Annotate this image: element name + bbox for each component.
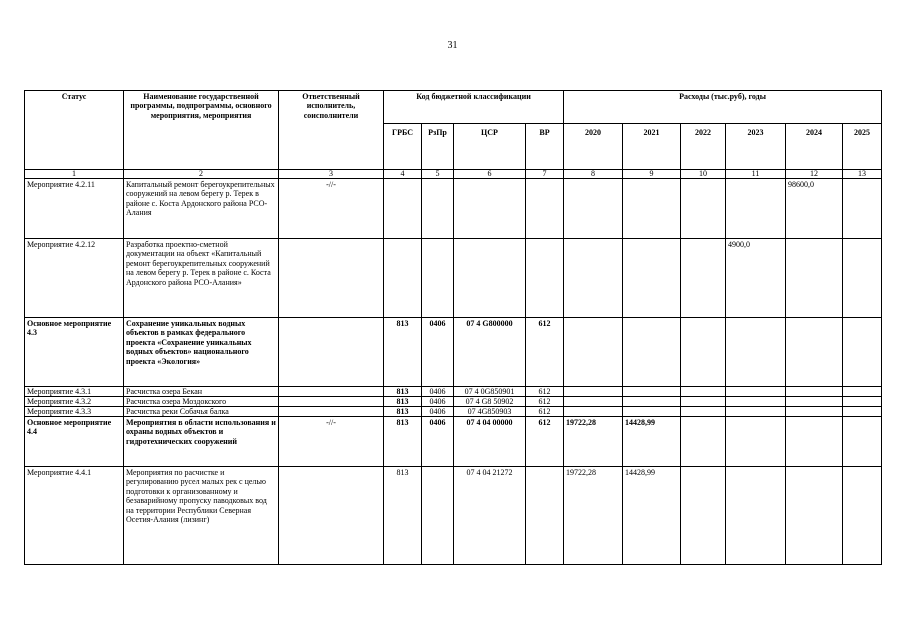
header-name: Наименование государственной программы, подпрограммы, основного мероприятия, мероприятия — [124, 91, 279, 170]
column-number: 9 — [623, 170, 681, 179]
row-csr: 07 4 04 00000 — [454, 417, 526, 467]
row-value-2024 — [786, 239, 843, 318]
row-rzpr — [422, 179, 454, 239]
row-responsible: -//- — [279, 179, 384, 239]
column-number: 13 — [843, 170, 882, 179]
row-grbs: 813 — [384, 318, 422, 387]
table-row — [25, 417, 882, 467]
row-name: Мероприятия в области использования и охраны водных объектов и гидротехнических сооружений — [124, 417, 279, 467]
row-value-2022 — [681, 239, 726, 318]
row-name: Капитальный ремонт берегоукрепительных сооружений на левом берегу р. Терек в районе с. Коста Ардонского района РСО-Алания — [124, 179, 279, 239]
row-value-2020 — [564, 397, 623, 407]
row-value-2023 — [726, 407, 786, 417]
header-expenses: Расходы (тыс.руб), годы — [564, 91, 882, 124]
row-vr: 612 — [526, 318, 564, 387]
row-csr: 07 4 G800000 — [454, 318, 526, 387]
row-value-2022 — [681, 417, 726, 467]
row-value-2024 — [786, 397, 843, 407]
row-value-2023 — [726, 467, 786, 565]
row-value-2021 — [623, 397, 681, 407]
row-rzpr: 0406 — [422, 417, 454, 467]
header-year-2021: 2021 — [623, 124, 681, 170]
row-vr: 612 — [526, 397, 564, 407]
row-name: Расчистка озера Бекан — [124, 387, 279, 397]
table-row — [25, 318, 882, 387]
row-value-2020 — [564, 239, 623, 318]
row-responsible — [279, 467, 384, 565]
row-value-2020 — [564, 318, 623, 387]
row-responsible — [279, 318, 384, 387]
row-vr — [526, 239, 564, 318]
budget-table — [24, 90, 882, 565]
row-responsible — [279, 407, 384, 417]
row-vr — [526, 467, 564, 565]
row-grbs: 813 — [384, 467, 422, 565]
row-name: Расчистка реки Собачья балка — [124, 407, 279, 417]
table-row — [25, 397, 882, 407]
row-csr — [454, 239, 526, 318]
row-grbs — [384, 239, 422, 318]
row-grbs — [384, 179, 422, 239]
column-number: 5 — [422, 170, 454, 179]
page-number: 31 — [447, 40, 458, 51]
row-rzpr — [422, 239, 454, 318]
header-year-2024: 2024 — [786, 124, 843, 170]
row-responsible — [279, 239, 384, 318]
row-value-2023 — [726, 387, 786, 397]
row-value-2023: 4900,0 — [726, 239, 786, 318]
row-value-2021 — [623, 318, 681, 387]
header-year-2025: 2025 — [843, 124, 882, 170]
row-name: Расчистка озера Моздокского — [124, 397, 279, 407]
row-csr: 07 4 0G850901 — [454, 387, 526, 397]
row-value-2025 — [843, 239, 882, 318]
row-status: Мероприятие 4.3.2 — [25, 397, 124, 407]
column-number: 11 — [726, 170, 786, 179]
row-value-2025 — [843, 397, 882, 407]
row-value-2024 — [786, 417, 843, 467]
row-value-2025 — [843, 407, 882, 417]
header-responsible: Ответственный исполнитель, соисполнители — [279, 91, 384, 170]
column-number: 7 — [526, 170, 564, 179]
table-row — [25, 239, 882, 318]
row-status: Мероприятие 4.3.1 — [25, 387, 124, 397]
row-grbs: 813 — [384, 417, 422, 467]
column-number: 10 — [681, 170, 726, 179]
row-value-2021 — [623, 179, 681, 239]
header-year-2022: 2022 — [681, 124, 726, 170]
row-vr — [526, 179, 564, 239]
row-status: Основное мероприятие 4.3 — [25, 318, 124, 387]
header-rzpr: РзПр — [422, 124, 454, 170]
row-value-2021 — [623, 407, 681, 417]
row-value-2022 — [681, 467, 726, 565]
row-name: Мероприятия по расчистке и регулированию русел малых рек с целью подготовки к организованному и безаварийному пропуску паводковых вод на территории Республики Северная Осетия-Алания (лизинг) — [124, 467, 279, 565]
row-value-2021: 14428,99 — [623, 467, 681, 565]
row-value-2020 — [564, 407, 623, 417]
column-number: 1 — [25, 170, 124, 179]
row-value-2024 — [786, 387, 843, 397]
row-value-2023 — [726, 417, 786, 467]
row-responsible: -//- — [279, 417, 384, 467]
row-value-2024: 98600,0 — [786, 179, 843, 239]
table-row — [25, 467, 882, 565]
row-csr — [454, 179, 526, 239]
header-vr: ВР — [526, 124, 564, 170]
row-value-2022 — [681, 397, 726, 407]
row-value-2025 — [843, 417, 882, 467]
column-number: 4 — [384, 170, 422, 179]
row-name: Разработка проектно-сметной документации на объект «Капитальный ремонт берегоукрепительных сооружений на левом берегу р. Терек в районе с. Коста Ардонского района РСО-Алания» — [124, 239, 279, 318]
row-value-2021 — [623, 387, 681, 397]
row-responsible — [279, 387, 384, 397]
row-value-2020: 19722,28 — [564, 467, 623, 565]
column-number: 12 — [786, 170, 843, 179]
row-rzpr — [422, 467, 454, 565]
row-value-2025 — [843, 467, 882, 565]
row-value-2023 — [726, 179, 786, 239]
row-value-2024 — [786, 318, 843, 387]
table-row — [25, 179, 882, 239]
row-value-2020 — [564, 179, 623, 239]
row-status: Мероприятие 4.4.1 — [25, 467, 124, 565]
row-rzpr: 0406 — [422, 407, 454, 417]
row-responsible — [279, 397, 384, 407]
row-value-2022 — [681, 387, 726, 397]
table-row — [25, 387, 882, 397]
row-value-2025 — [843, 179, 882, 239]
header-grbs: ГРБС — [384, 124, 422, 170]
row-rzpr: 0406 — [422, 397, 454, 407]
row-status: Основное мероприятие 4.4 — [25, 417, 124, 467]
row-csr: 07 4G850903 — [454, 407, 526, 417]
row-value-2022 — [681, 407, 726, 417]
row-value-2024 — [786, 467, 843, 565]
row-status: Мероприятие 4.2.12 — [25, 239, 124, 318]
column-number-row — [25, 170, 882, 179]
header-budget-code: Код бюджетной классификации — [384, 91, 564, 124]
column-number: 2 — [124, 170, 279, 179]
row-vr: 612 — [526, 387, 564, 397]
header-year-2020: 2020 — [564, 124, 623, 170]
row-grbs: 813 — [384, 397, 422, 407]
row-value-2023 — [726, 397, 786, 407]
row-vr: 612 — [526, 417, 564, 467]
row-value-2021: 14428,99 — [623, 417, 681, 467]
row-value-2025 — [843, 318, 882, 387]
row-value-2022 — [681, 318, 726, 387]
row-value-2021 — [623, 239, 681, 318]
row-name: Сохранение уникальных водных объектов в рамках федерального проекта «Сохранение уникальных водных объектов» национального проекта «Экология» — [124, 318, 279, 387]
column-number: 6 — [454, 170, 526, 179]
row-status: Мероприятие 4.2.11 — [25, 179, 124, 239]
table-row — [25, 407, 882, 417]
row-status: Мероприятие 4.3.3 — [25, 407, 124, 417]
header-year-2023: 2023 — [726, 124, 786, 170]
column-number: 8 — [564, 170, 623, 179]
row-value-2025 — [843, 387, 882, 397]
row-vr: 612 — [526, 407, 564, 417]
row-value-2024 — [786, 407, 843, 417]
row-csr: 07 4 04 21272 — [454, 467, 526, 565]
header-csr: ЦСР — [454, 124, 526, 170]
row-csr: 07 4 G8 50902 — [454, 397, 526, 407]
header-status: Статус — [25, 91, 124, 170]
row-value-2020: 19722,28 — [564, 417, 623, 467]
row-value-2022 — [681, 179, 726, 239]
row-rzpr: 0406 — [422, 318, 454, 387]
column-number: 3 — [279, 170, 384, 179]
row-rzpr: 0406 — [422, 387, 454, 397]
row-value-2023 — [726, 318, 786, 387]
row-grbs: 813 — [384, 387, 422, 397]
row-value-2020 — [564, 387, 623, 397]
row-grbs: 813 — [384, 407, 422, 417]
